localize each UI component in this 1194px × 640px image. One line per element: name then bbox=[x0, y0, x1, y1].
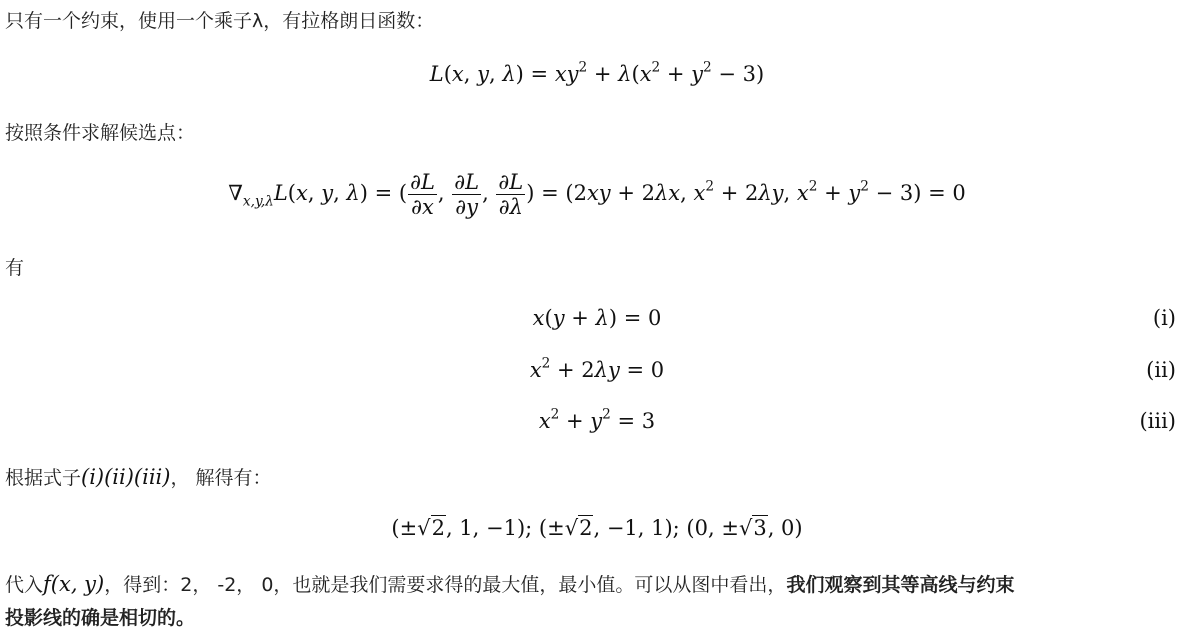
conclusion-mid: ，得到：2， -2， 0，也就是我们需要求得的最大值，最小值。可以从图中看出， bbox=[104, 574, 787, 596]
step-paragraph bbox=[5, 118, 195, 148]
gradient-equation: $\nabla_{x,y,\lambda}L(x$, y, λ) = ( $\frac{\partial L}{\partial x}$ , $\frac{\partial L}{\partial y}$ , $\frac{\partial L}{\partial\lambda}$ ) = (2xy + 2λx, $x^2 + 2\lambda y$, $x^2 + y^2 - 3) = 0$ bbox=[228, 170, 966, 219]
solve-label-pre: 根据式子 bbox=[5, 467, 82, 489]
equation-i: x(y + λ) = 0 bbox=[532, 306, 662, 330]
frac-dl-dy: $\frac{\partial L}{\partial y}$ bbox=[454, 170, 480, 219]
solutions-equation: (±√2, 1, −1); (±√2, −1, 1); (0, ±√3, 0) bbox=[391, 516, 803, 540]
equation-iii: $x^2 + y^2 = 3$ bbox=[538, 406, 656, 433]
step-label: 按照条件求解候选点： bbox=[5, 122, 196, 144]
equation-tag-i: (i) bbox=[1152, 306, 1176, 330]
conclusion-bold-1: 我们观察到其等高线与约束 bbox=[786, 574, 1015, 596]
equation-tag-ii: (ii) bbox=[1146, 358, 1176, 382]
intro-text: 只有一个约束，使用一个乘子λ，有拉格朗日函数： bbox=[5, 10, 435, 32]
conclusion-bold-2: 投影线的确是相切的。 bbox=[5, 607, 196, 629]
equation-ii: $x^2 + 2\lambda y = 0$ bbox=[529, 355, 665, 382]
solve-paragraph bbox=[5, 462, 272, 493]
conclusion-paragraph-2 bbox=[5, 603, 195, 633]
conclusion-pre: 代入 bbox=[5, 574, 44, 596]
equation-tag-iii: (iii) bbox=[1139, 409, 1176, 433]
function-f: f(x, y) bbox=[43, 572, 105, 596]
solve-label-post: ， 解得有： bbox=[170, 467, 272, 489]
conclusion-paragraph bbox=[5, 569, 1014, 600]
frac-dl-dx: $\frac{\partial L}{\partial x}$ bbox=[410, 170, 435, 219]
lagrangian-equation: L(x, y, $\lambda) = xy^2 + \lambda(x^2 + y^2 - 3)$ bbox=[429, 59, 765, 86]
have-paragraph bbox=[5, 253, 24, 283]
frac-dl-dlambda: $\frac{\partial L}{\partial\lambda}$ bbox=[498, 170, 524, 219]
have-label: 有 bbox=[5, 257, 25, 279]
equation-refs: (i)(ii)(iii) bbox=[81, 465, 171, 489]
intro-paragraph bbox=[5, 6, 434, 36]
